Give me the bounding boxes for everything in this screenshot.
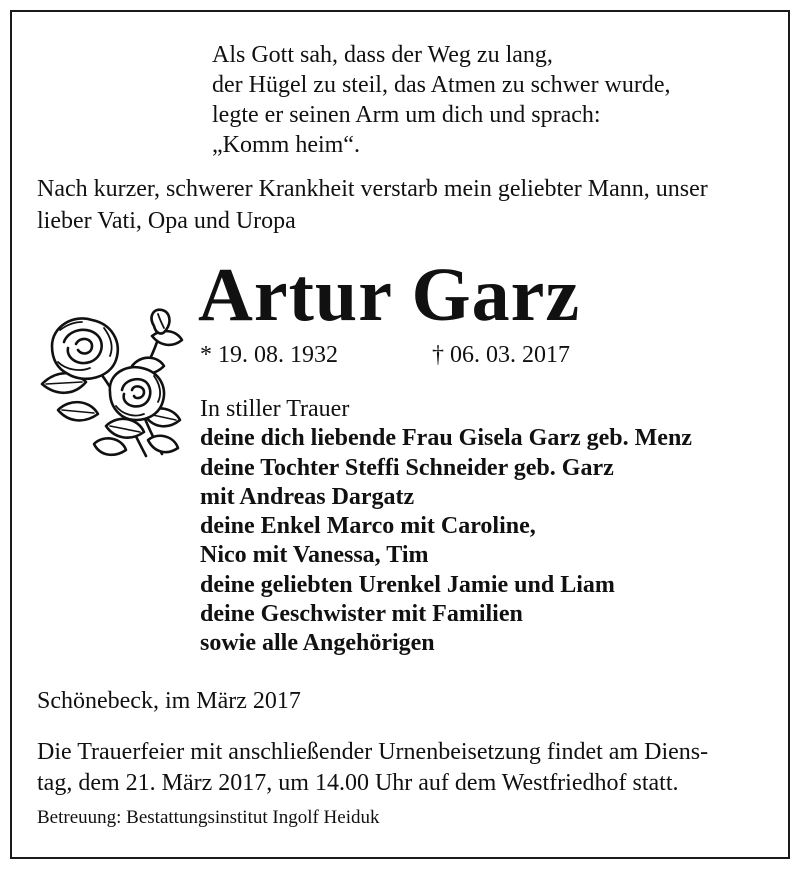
ceremony-notice: [37, 737, 708, 799]
mourner-line: deine Tochter Steffi Schneider geb. Garz: [200, 454, 614, 481]
intro-text: [37, 173, 772, 237]
roses-icon: [34, 306, 190, 462]
ceremony-line: tag, dem 21. März 2017, um 14.00 Uhr auf dem Westfriedhof statt.: [37, 770, 679, 796]
ceremony-line: Die Trauerfeier mit anschließender Urnenbeisetzung findet am Diens-: [37, 739, 709, 765]
poem-line: legte er seinen Arm um dich und sprach:: [212, 102, 601, 128]
mourner-line: deine dich liebende Frau Gisela Garz geb. Menz: [200, 425, 692, 452]
mourner-line: sowie alle Angehörigen: [200, 630, 435, 657]
birth-date: * 19. 08. 1932: [200, 342, 338, 368]
mourner-line: mit Andreas Dargatz: [200, 483, 415, 510]
mourner-line: Nico mit Vanessa, Tim: [200, 542, 429, 569]
mourners-list: [200, 395, 692, 659]
intro-line: Nach kurzer, schwerer Krankheit verstarb mein geliebter Mann, unser: [37, 176, 708, 202]
mourner-line: deine geliebten Urenkel Jamie und Liam: [200, 571, 615, 598]
poem-line: Als Gott sah, dass der Weg zu lang,: [212, 42, 553, 68]
mourner-line: deine Enkel Marco mit Caroline,: [200, 513, 536, 540]
intro-line: lieber Vati, Opa und Uropa: [37, 208, 296, 234]
death-date: † 06. 03. 2017: [432, 342, 570, 368]
care-note: Betreuung: Bestattungsinstitut Ingolf Heiduk: [37, 807, 380, 828]
mourner-line: deine Geschwister mit Familien: [200, 601, 523, 628]
poem: [212, 40, 671, 160]
deceased-name: Artur Garz: [198, 253, 581, 337]
poem-line: „Komm heim“.: [212, 132, 360, 158]
place-date: Schönebeck, im März 2017: [37, 688, 301, 714]
poem-line: der Hügel zu steil, das Atmen zu schwer wurde,: [212, 72, 671, 98]
mourners-heading: In stiller Trauer: [200, 396, 350, 422]
